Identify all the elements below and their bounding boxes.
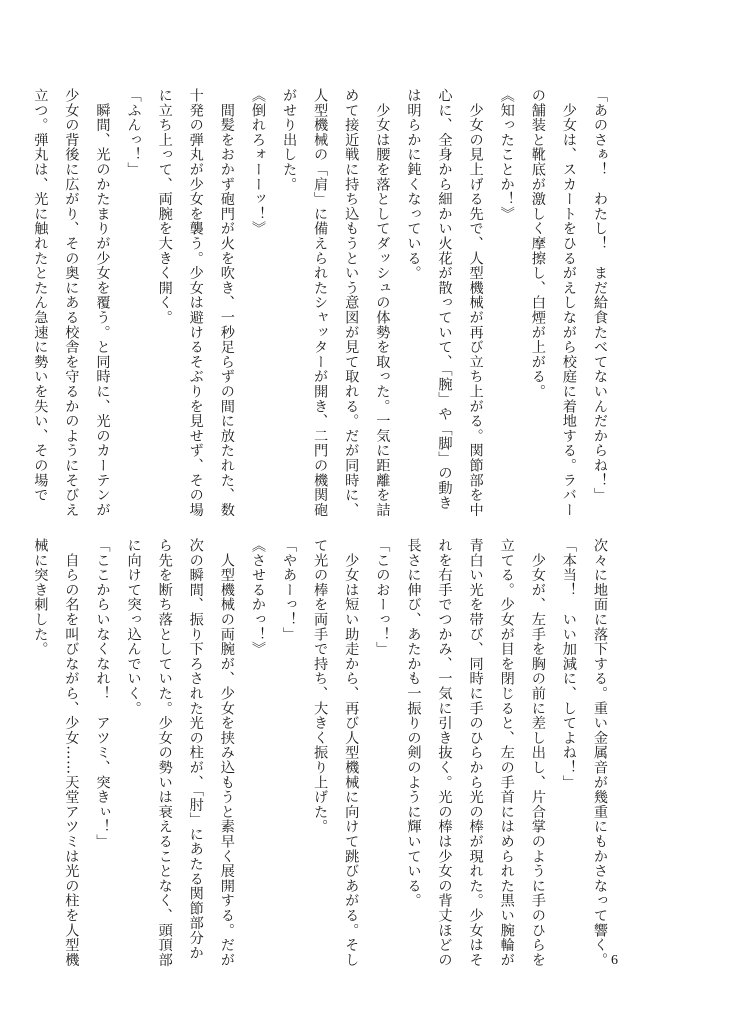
text-line: 《知ったことか！》 [498, 88, 515, 222]
text-line: 十発の弾丸が少女を襲う。少女は避けるそぶりを見せず、その場 [187, 88, 204, 518]
text-line: 《倒れろォーーッ！》 [249, 88, 266, 236]
text-line: 「本当！ いい加減に、してよね！」 [560, 538, 577, 790]
text-line: れを右手でつかみ、一気に引き抜く。光の棒は少女の背丈ほどの [436, 538, 453, 968]
text-line: 《させるかっ！》 [249, 538, 266, 657]
text-line: 少女の背後に広がり、その奥にある校舎を守るかのようにそびえ [63, 88, 80, 518]
text-line: 械に突き刺した。 [32, 538, 49, 657]
text-line: 青白い光を帯び、同時に手のひらから光の棒が現れた。少女はそ [467, 538, 484, 968]
bottom-text-block [24, 538, 615, 968]
text-line: がせり出した。 [281, 88, 298, 192]
text-line: 「あのさぁ！ わたし！ まだ給食たべてないんだからね！」 [592, 88, 608, 503]
text-line: 「ここからいなくなれ！ アツミ、突きぃ！」 [94, 538, 111, 849]
text-line: 「やあーっ！」 [281, 538, 298, 642]
text-line: 人型機械の両腕が、少女を挟み込もうと素早く展開する。だが [218, 538, 235, 968]
text-line: めて接近戦に持ち込もうという意図が見て取れる。だが同時に、 [343, 88, 360, 518]
text-line: ら先を断ち落としていた。少女の勢いは衰えることなく、頭頂部 [156, 538, 173, 968]
text-line: に立ち上って、両腕を大きく開く。 [156, 88, 173, 325]
text-line: 少女は、スカートをひるがえしながら校庭に着地する。ラバー [560, 88, 577, 518]
text-line: 長さに伸び、あたかも一振りの剣のように輝いている。 [405, 538, 422, 908]
text-line: 立つ。弾丸は、光に触れたとたん急速に勢いを失い、その場で [32, 88, 49, 503]
page-number: 6 [611, 953, 618, 968]
top-text-block [24, 88, 615, 518]
text-line: 次々に地面に落下する。重い金属音が幾重にもかさなって響く。 [592, 538, 608, 968]
text-line: 瞬間、光のかたまりが少女を覆う。と同時に、光のカーテンが [94, 88, 111, 518]
text-line: 少女は短い助走から、再び人型機械に向けて跳びあがる。そし [343, 538, 360, 968]
text-line: 次の瞬間、振り下ろされた光の柱が、「肘」にあたる関節部分か [187, 538, 204, 961]
text-line: て光の棒を両手で持ち、大きく振り上げた。 [312, 538, 329, 834]
text-line: 少女が、左手を胸の前に差し出し、片合掌のように手のひらを [529, 538, 546, 968]
text-line: 心に、全身から細かい火花が散っていて、「腕」や「脚」の動き [436, 88, 453, 511]
text-line: 「ふんっ！」 [125, 88, 142, 177]
text-line: 少女は腰を落としてダッシュの体勢を取った。一気に距離を詰 [374, 88, 391, 518]
text-line: 少女の見上げる先で、人型機械が再び立ち上がる。関節部を中 [467, 88, 484, 518]
text-line: の舗装と靴底が激しく摩擦し、白煙が上がる。 [529, 88, 546, 399]
text-line: 「このおーっ！」 [374, 538, 391, 657]
text-line: 人型機械の「肩」に備えられたシャッターが開き、二門の機関砲 [312, 88, 329, 518]
text-line: 間髪をおかず砲門が火を吹き、一秒足らずの間に放たれた、数 [218, 88, 235, 518]
text-line: 自らの名を叫びながら、少女……天堂アツミは光の柱を人型機 [63, 538, 80, 968]
text-line: 立てる。少女が目を閉じると、左の手首にはめられた黒い腕輪が [498, 538, 515, 968]
text-line: は明らかに鈍くなっている。 [405, 88, 422, 281]
text-line: に向けて突っ込んでいく。 [125, 538, 142, 716]
